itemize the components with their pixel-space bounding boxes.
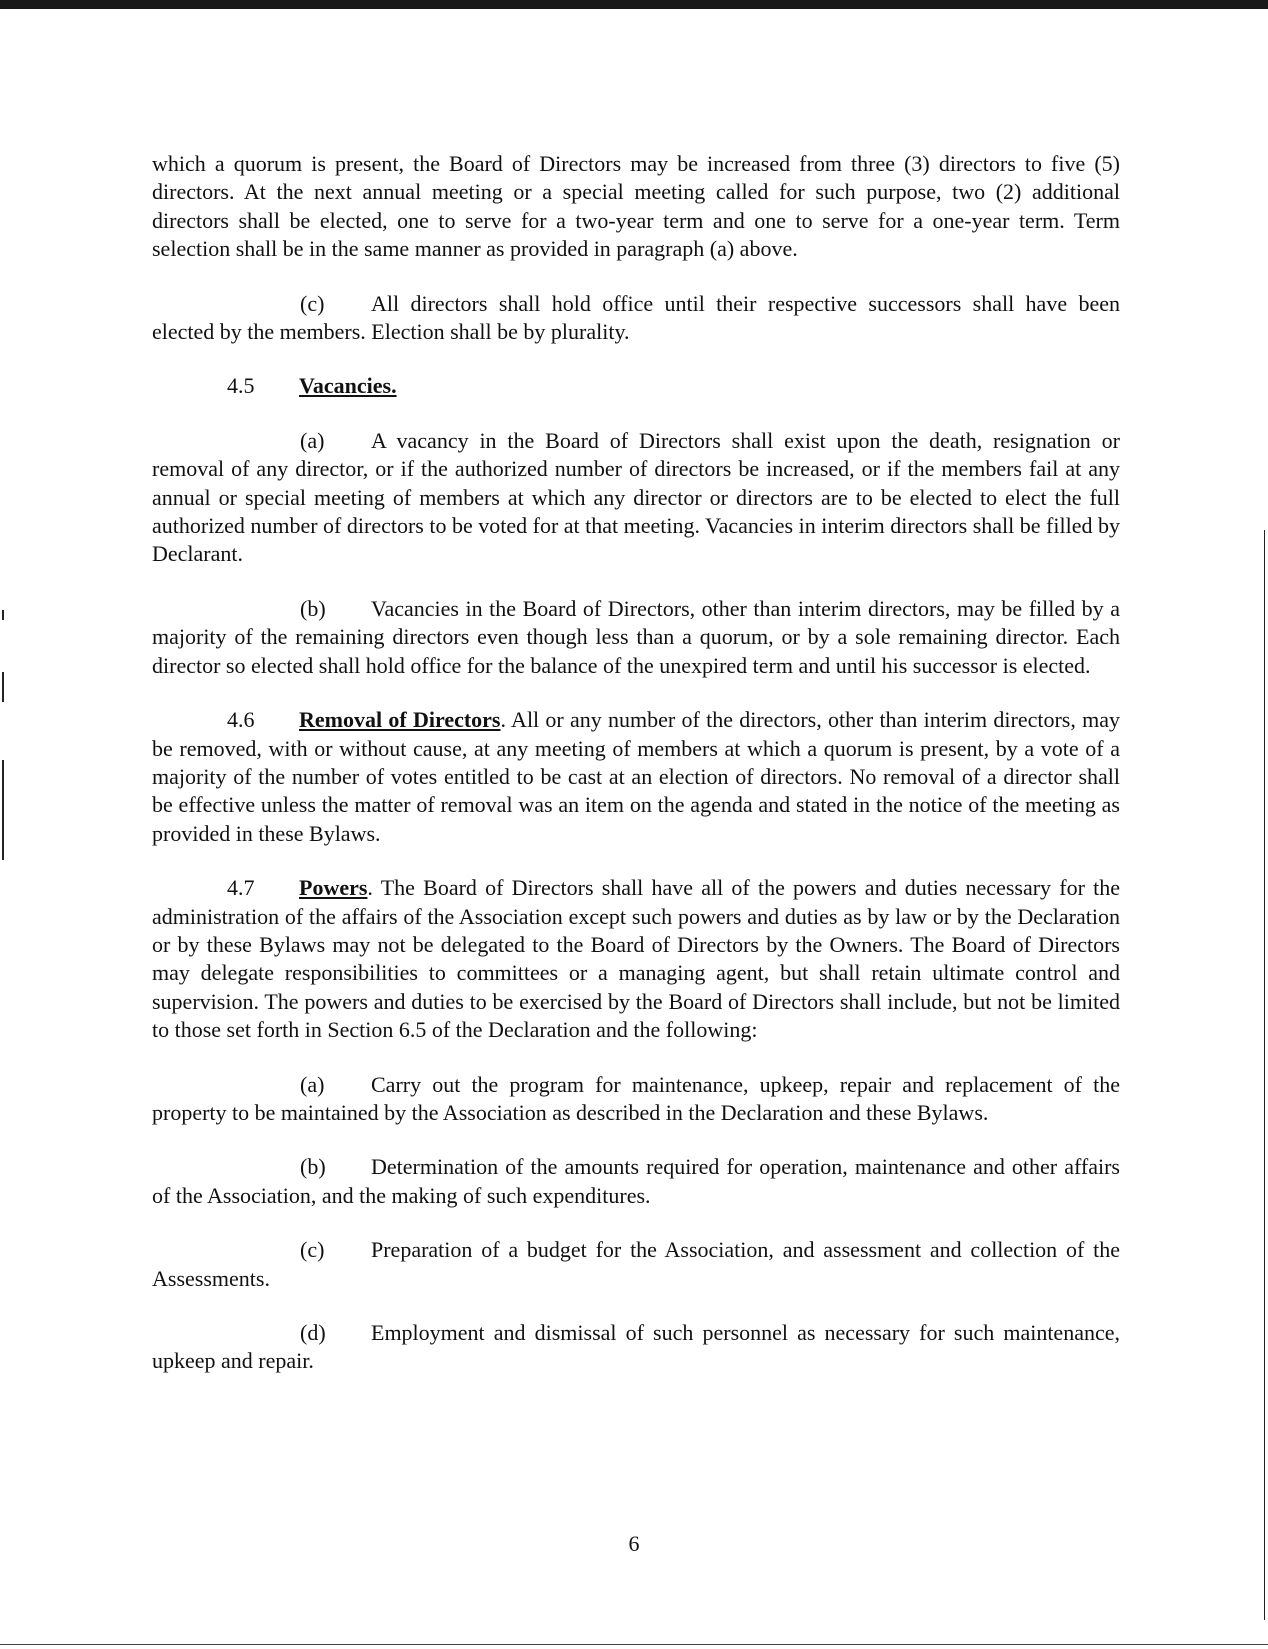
clause-text: Vacancies in the Board of Directors, other than interim directors, may be filled by a majority of the remaining directors even though less than a quorum, or by a sole remaining director. Each director so elected shall hold office for the balance of the unexpired term and until his successor is elected. xyxy=(152,595,1120,678)
scan-edge-mark xyxy=(1264,530,1265,1620)
clause-label: (c) xyxy=(300,290,325,316)
clause-text: Carry out the program for maintenance, upkeep, repair and replacement of the property to be maintained by the Association as described in the Declaration and these Bylaws. xyxy=(152,1071,1120,1125)
clause-label: (c) xyxy=(300,1237,325,1263)
paragraph-4-7c xyxy=(152,1236,1120,1293)
clause-text: Preparation of a budget for the Association, and assessment and collection of the Assessments. xyxy=(152,1237,1120,1291)
page-number: 6 xyxy=(628,1531,640,1556)
document-body xyxy=(152,150,1120,1402)
paragraph-4-5a xyxy=(152,427,1120,569)
clause-label: (d) xyxy=(300,1320,326,1345)
section-title: Removal of Directors xyxy=(299,707,501,733)
section-4-7 xyxy=(152,874,1120,1044)
section-title: Vacancies. xyxy=(299,373,397,399)
clause-label: (a) xyxy=(300,1071,325,1097)
paragraph-4-7a xyxy=(152,1071,1120,1128)
paragraph-board-increase: which a quorum is present, the Board of Directors may be increased from three (3) directors to five (5) directors. At the next annual meeting or a special meeting called for such purpose, two (2) additional directors shall be elected, one to serve for a two-year term and one to serve for a one-year term. Term selection shall be in the same manner as provided in paragraph (a) above. xyxy=(152,151,1120,262)
clause-text: A vacancy in the Board of Directors shall exist upon the death, resignation or removal of any director, or if the authorized number of directors be increased, or if the members fail at any annual or special meeting of members at which any director or directors are to be elected to elect the full authorized number of directors to be voted for at that meeting. Vacancies in interim directors shall be filled by Declarant. xyxy=(152,427,1120,567)
clause-label: (b) xyxy=(300,595,326,621)
paragraph-4-7d xyxy=(152,1319,1120,1376)
section-text: . All or any number of the directors, other than interim directors, may be removed, with or without cause, at any meeting of members at which a quorum is present, by a vote of a majority of the number of votes entitled to be cast at an election of directors. No removal of a director shall be effective unless the matter of removal was an item on the agenda and stated in the notice of the meeting as provided in these Bylaws. xyxy=(152,707,1121,846)
paragraph-4-7b xyxy=(152,1153,1120,1210)
clause-text: All directors shall hold office until their respective successors shall have been elected by the members. Election shall be by plurality. xyxy=(152,290,1120,345)
scan-edge-mark xyxy=(2,672,4,702)
section-number: 4.7 xyxy=(227,875,255,901)
scan-bottom-border xyxy=(0,1644,1268,1645)
section-title: Powers xyxy=(299,875,368,901)
clause-label: (b) xyxy=(300,1154,326,1180)
section-number: 4.5 xyxy=(227,373,255,399)
section-4-6 xyxy=(152,706,1120,848)
scan-edge-mark xyxy=(2,760,4,860)
section-text: . The Board of Directors shall have all of the powers and duties necessary for the administration of the affairs of the Association except such powers and duties as by law or by the Declaration or by these Bylaws may not be delegated to the Board of Directors by the Owners. The Board of Directors may delegate responsibilities to committees or a managing agent, but shall retain ultimate control and supervision. The powers and duties to be exercised by the Board of Directors shall include, but not be limited to those set forth in Section 6.5 of the Declaration and the following: xyxy=(152,875,1120,1043)
clause-text: Determination of the amounts required for operation, maintenance and other affairs of the Association, and the making of such expenditures. xyxy=(152,1154,1120,1208)
scan-top-border xyxy=(0,0,1268,9)
section-number: 4.6 xyxy=(227,707,255,733)
scan-edge-mark xyxy=(2,610,4,620)
clause-text: Employment and dismissal of such personnel as necessary for such maintenance, upkeep and repair. xyxy=(152,1320,1120,1374)
clause-label: (a) xyxy=(300,427,325,453)
section-4-5-heading xyxy=(152,372,1120,400)
paragraph-4-4c xyxy=(152,290,1120,347)
paragraph-4-5b xyxy=(152,595,1120,680)
